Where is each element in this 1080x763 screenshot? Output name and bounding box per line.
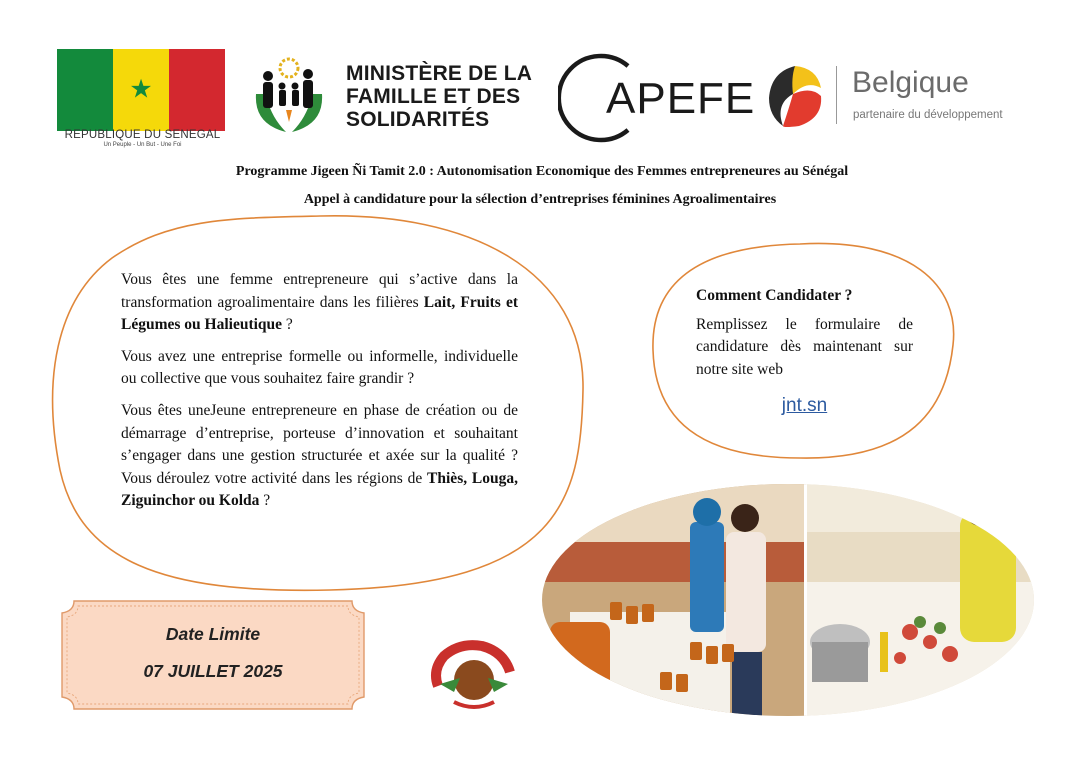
market-photos <box>540 482 1036 718</box>
ministry-name <box>346 62 536 131</box>
apefe-wordmark: APEFE <box>606 74 756 123</box>
senegal-caption: REPUBLIQUE DU SENEGAL <box>64 129 221 141</box>
senegal-flag <box>57 49 225 131</box>
eligibility-paragraph-2: Vous avez une entreprise formelle ou informelle, individuelle ou collective que vous souhaitez faire grandir ? <box>121 347 518 388</box>
deadline-label: Date Limite <box>165 624 261 644</box>
filieres-bold: Lait, Fruits et Légumes ou Halieutique <box>121 293 518 334</box>
belgique-title: Belgique <box>852 66 969 99</box>
deadline-text <box>58 624 368 698</box>
eligibility-paragraph-3: Vous êtes uneJeune entrepreneure en phase de création ou de démarrage d’entreprise, porteuse d’innovation et souhaitant s’engager dans une gestion structurée et axée sur la qualité ? Vous déroulez votre activité dans les régions de Thiès, Louga, Ziguinchor ou Kolda ? <box>121 401 519 510</box>
belgique-subtitle: partenaire du développement <box>853 109 1003 121</box>
deadline-date: 07 JUILLET 2025 <box>143 661 283 681</box>
senegal-motto: Un Peuple - Un But - Une Foi <box>103 142 182 148</box>
ministry-line-1: MINISTÈRE DE LA <box>346 62 533 85</box>
how-to-apply-title: Comment Candidater ? <box>696 287 853 304</box>
programme-heading: Programme Jigeen Ñi Tamit 2.0 : Autonomisation Economique des Femmes entrepreneures au Sénégal <box>235 164 849 179</box>
ministry-line-3: SOLIDARITÉS <box>346 108 490 131</box>
belgique-logo-icon <box>765 64 825 128</box>
jigeen-ni-tamit-logo-icon <box>424 640 522 712</box>
regions-bold: Thiès, Louga, Ziguinchor ou Kolda <box>121 469 519 510</box>
website-link[interactable]: jnt.sn <box>781 395 828 416</box>
left-bubble-text <box>121 269 518 522</box>
belgique-separator <box>836 66 837 124</box>
appel-heading: Appel à candidature pour la sélection d’entreprises féminines Agroalimentaires <box>303 192 777 207</box>
right-bubble-text <box>696 285 913 381</box>
ministry-emblem-icon <box>250 54 328 136</box>
ministry-line-2: FAMILLE ET DES <box>346 85 521 108</box>
how-to-apply-body: Remplissez le formulaire de candidature dès maintenant sur notre site web <box>696 315 913 378</box>
star-icon: ★ <box>129 74 153 105</box>
eligibility-paragraph-1: Vous êtes une femme entrepreneure qui s’active dans la transformation agroalimentaire dans les filières Lait, Fruits et Légumes ou Halieutique ? <box>121 271 518 334</box>
